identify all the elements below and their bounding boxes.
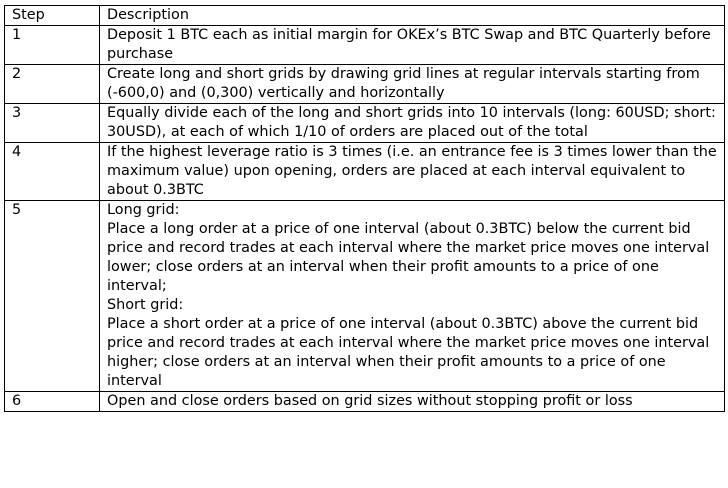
step-description (100, 26, 725, 65)
step-description (100, 201, 725, 392)
description-line: Place a long order at a price of one interval (about 0.3BTC) below the current bid price and record trades at each interval where the market price moves one interval lower; close orders at an interval when their profit amounts to a price of one interval; (107, 221, 710, 294)
step-description (100, 65, 725, 104)
description-line: If the highest leverage ratio is 3 times (i.e. an entrance fee is 3 times lower than the maximum value) upon opening, orders are placed at each interval equivalent to about 0.3BTC (107, 144, 717, 198)
table-row (5, 201, 725, 392)
description-line: Long grid: (107, 202, 180, 218)
description-line: Equally divide each of the long and short grids into 10 intervals (long: 60USD; short: 30USD), at each of which 1/10 of orders are placed out of the total (107, 105, 716, 140)
step-number: 5 (5, 201, 100, 392)
description-line: Deposit 1 BTC each as initial margin for OKEx’s BTC Swap and BTC Quarterly before purchase (107, 27, 711, 62)
steps-table (4, 5, 725, 412)
table-row (5, 104, 725, 143)
table-row (5, 65, 725, 104)
table-row (5, 26, 725, 65)
step-number: 4 (5, 143, 100, 201)
table-row (5, 143, 725, 201)
header-description: Description (100, 6, 725, 26)
step-description (100, 143, 725, 201)
description-line: Open and close orders based on grid sizes without stopping profit or loss (107, 393, 633, 409)
step-description (100, 104, 725, 143)
table-body (5, 26, 725, 412)
table-row (5, 392, 725, 412)
step-number: 1 (5, 26, 100, 65)
table-header-row (5, 6, 725, 26)
description-line: Short grid: (107, 297, 184, 313)
description-line: Place a short order at a price of one interval (about 0.3BTC) above the current bid price and record trades at each interval where the market price moves one interval higher; close orders at an interval when their profit amounts to a price of one interval (107, 316, 710, 389)
description-line: Create long and short grids by drawing grid lines at regular intervals starting from (-600,0) and (0,300) vertically and horizontally (107, 66, 700, 101)
step-number: 2 (5, 65, 100, 104)
header-step: Step (5, 6, 100, 26)
step-number: 3 (5, 104, 100, 143)
step-description (100, 392, 725, 412)
step-number: 6 (5, 392, 100, 412)
